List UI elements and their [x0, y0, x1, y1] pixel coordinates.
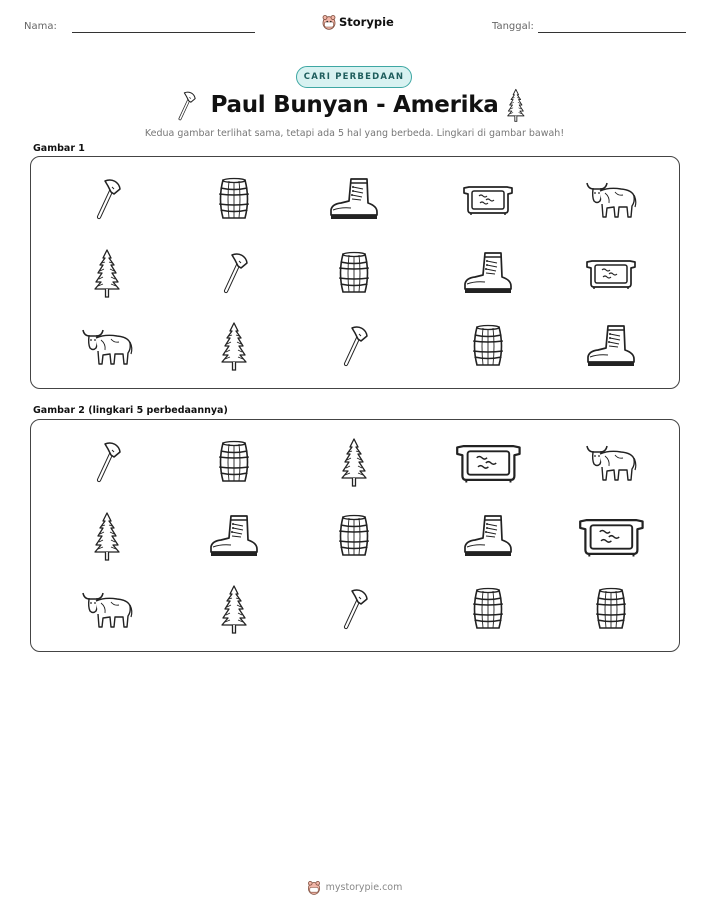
griddle-icon[interactable] — [571, 501, 651, 571]
barrel-icon[interactable] — [194, 427, 274, 497]
page-title: Paul Bunyan - Amerika — [210, 92, 499, 118]
griddle-icon[interactable] — [448, 427, 528, 497]
section-1-label: Gambar 1 — [33, 143, 85, 154]
barrel-icon[interactable] — [571, 574, 651, 644]
barrel-icon — [314, 238, 394, 308]
picture-1-panel — [30, 156, 680, 389]
instruction-text: Kedua gambar terlihat sama, tetapi ada 5 hal yang berbeda. Lingkari di gambar bawah! — [144, 128, 565, 139]
brand-name: Storypie — [339, 15, 394, 29]
tree-icon[interactable] — [194, 574, 274, 644]
barrel-icon — [194, 164, 274, 234]
tree-icon[interactable] — [67, 501, 147, 571]
name-write-line — [72, 32, 255, 33]
barrel-icon — [448, 311, 528, 381]
title-row — [0, 90, 709, 124]
date-label: Tanggal: — [492, 21, 534, 32]
axe-icon — [175, 90, 197, 126]
worksheet-type-badge: CARI PERBEDAAN — [296, 66, 412, 88]
ox-icon[interactable] — [67, 574, 147, 644]
boot-icon — [571, 311, 651, 381]
barrel-icon[interactable] — [448, 574, 528, 644]
boot-icon[interactable] — [194, 501, 274, 571]
ox-icon — [571, 164, 651, 234]
section-2-label: Gambar 2 (lingkari 5 perbedaannya) — [33, 405, 228, 416]
boot-icon — [448, 238, 528, 308]
ox-icon[interactable] — [571, 427, 651, 497]
picture-2-panel[interactable] — [30, 419, 680, 652]
ox-icon — [67, 311, 147, 381]
tree-icon — [194, 311, 274, 381]
axe-icon[interactable] — [314, 574, 394, 644]
storypie-mascot-icon — [322, 14, 336, 30]
axe-icon — [314, 311, 394, 381]
boot-icon — [314, 164, 394, 234]
boot-icon[interactable] — [448, 501, 528, 571]
storypie-mascot-icon — [307, 880, 321, 895]
footer — [0, 880, 709, 895]
axe-icon[interactable] — [67, 427, 147, 497]
tree-icon — [67, 238, 147, 308]
brand-logo — [322, 13, 394, 31]
tree-icon[interactable] — [314, 427, 394, 497]
pine-tree-icon — [507, 88, 525, 126]
griddle-icon — [448, 164, 528, 234]
barrel-icon[interactable] — [314, 501, 394, 571]
footer-url: mystorypie.com — [325, 882, 403, 893]
axe-icon — [194, 238, 274, 308]
griddle-icon — [571, 238, 651, 308]
name-label: Nama: — [24, 21, 57, 32]
date-write-line — [538, 32, 686, 33]
axe-icon — [67, 164, 147, 234]
